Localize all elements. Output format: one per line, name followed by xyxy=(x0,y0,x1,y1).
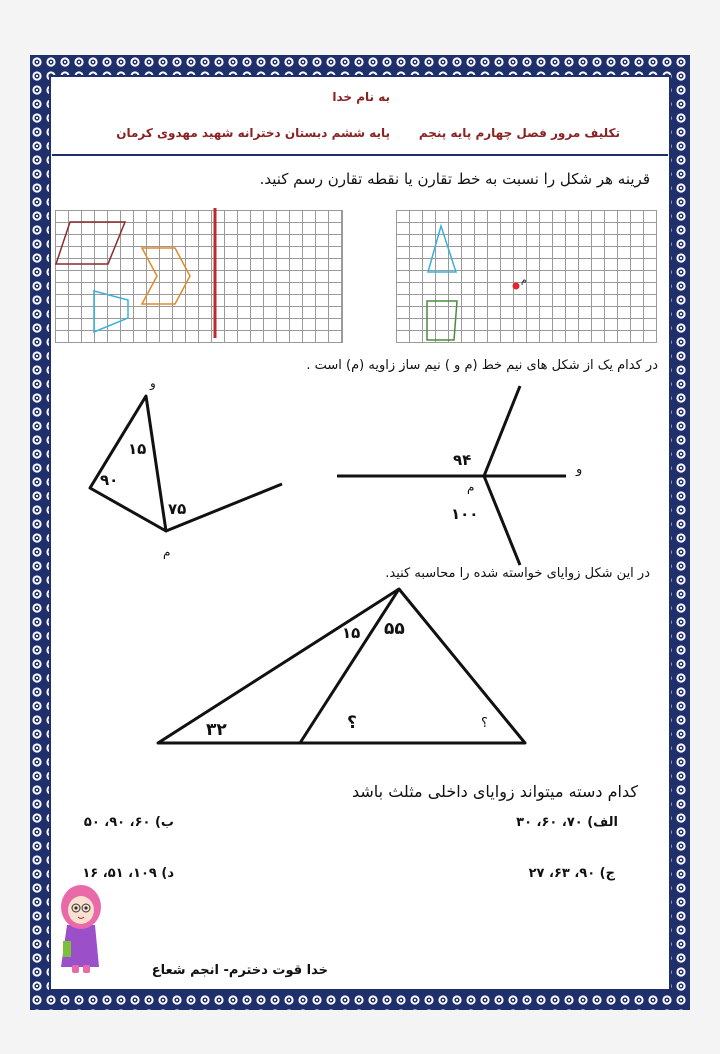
right-figure-label-center: م xyxy=(467,480,475,494)
angle-top-right-value: ۵۵ xyxy=(384,619,405,639)
q4-question: کدام دسته میتواند زوایای داخلی مثلث باشد xyxy=(352,782,638,801)
option-d: د) ۱۰۹، ۵۱، ۱۶ xyxy=(82,866,174,881)
school-name: پایه ششم دبستان دخترانه شهید مهدوی کرمان xyxy=(116,126,390,140)
option-a: الف) ۷۰، ۶۰، ۳۰ xyxy=(516,815,618,830)
unknown-angle-middle: ؟ xyxy=(347,713,357,733)
bismillah: به نام خدا xyxy=(332,90,390,104)
symmetry-point-label: م xyxy=(521,276,527,286)
left-figure-angle-top: ۱۵ xyxy=(128,440,147,458)
worksheet-title: تکلیف مرور فصل چهارم پایه پنجم xyxy=(418,126,620,140)
angle-left-value: ۳۲ xyxy=(206,720,227,740)
left-figure-angle-left: ۹۰ xyxy=(100,471,119,489)
right-figure-angle-bottom: ۱۰۰ xyxy=(451,505,479,523)
option-b: ب) ۶۰، ۹۰، ۵۰ xyxy=(83,815,174,830)
right-figure-label-right: و xyxy=(576,462,583,477)
angle-top-left-value: ۱۵ xyxy=(342,624,361,642)
girl-illustration xyxy=(55,883,107,975)
q3-instruction: در این شکل زوایای خواسته شده را محاسبه کنید. xyxy=(385,566,650,581)
left-figure-label-bottom: م xyxy=(163,545,171,559)
option-c: ج) ۹۰، ۶۳، ۲۷ xyxy=(528,866,615,881)
left-figure-label-top: و xyxy=(150,376,156,390)
q1-instruction: قرینه هر شکل را نسبت به خط تقارن یا نقطه تقارن رسم کنید. xyxy=(259,170,650,188)
left-figure-angle-bottom: ۷۵ xyxy=(168,500,187,518)
unknown-angle-right: ؟ xyxy=(481,716,488,731)
right-figure-angle-top: ۹۴ xyxy=(453,451,472,469)
footer-signature: خدا قوت دخترم- انجم شعاع xyxy=(151,963,328,978)
q2-instruction: در کدام یک از شکل های نیم خط (م و ) نیم ساز زاویه (م) است . xyxy=(306,358,658,373)
